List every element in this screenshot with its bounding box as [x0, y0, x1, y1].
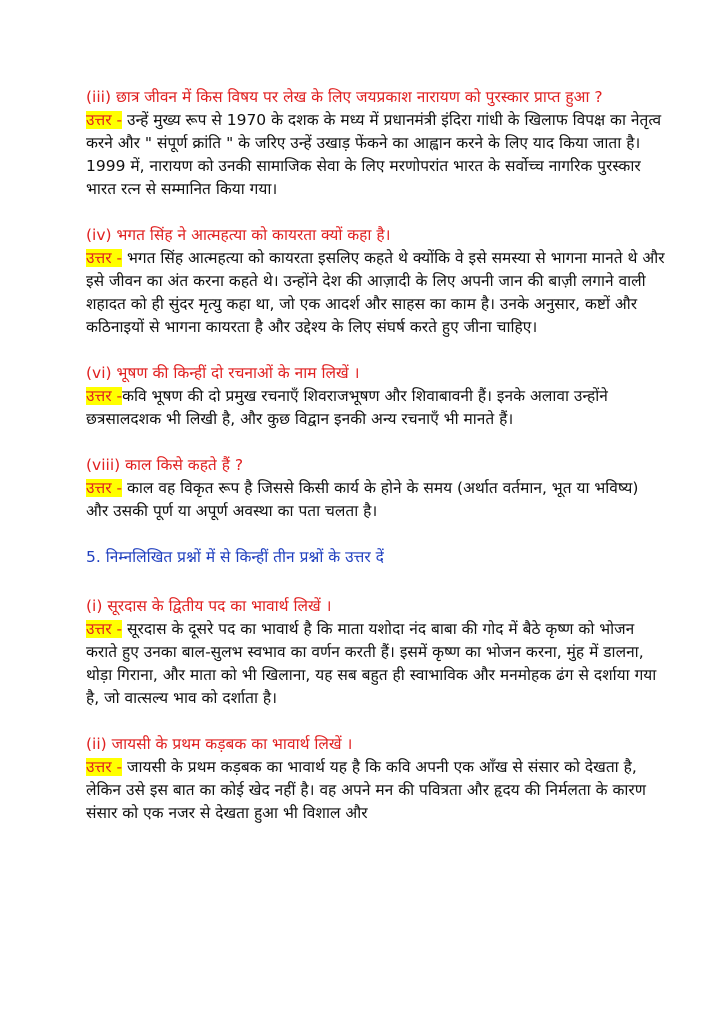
- qa-block-viii: [86, 454, 665, 523]
- answer-label: उत्तर -: [86, 479, 123, 497]
- answer-label: उत्तर -: [86, 387, 123, 405]
- qa-block-iii: [86, 86, 665, 201]
- question-viii: (viii) काल किसे कहते हैं ?: [86, 456, 244, 474]
- answer-label: उत्तर -: [86, 249, 123, 267]
- question-vi: (vi) भूषण की किन्हीं दो रचनाओं के नाम लिखें ।: [86, 364, 360, 382]
- answer-5-i: [86, 618, 665, 710]
- section-heading: 5. निम्नलिखित प्रश्नों में से किन्हीं तीन प्रश्नों के उत्तर दें: [86, 548, 384, 566]
- answer-text: काल वह विकृत रूप है जिससे किसी कार्य के होने के समय (अर्थात वर्तमान, भूत या भविष्य) और उसकी पूर्ण या अपूर्ण अवस्था का पता चलता है।: [86, 479, 639, 520]
- answer-vi: [86, 385, 665, 431]
- answer-text: उन्हें मुख्य रूप से 1970 के दशक के मध्य में प्रधानमंत्री इंदिरा गांधी के खिलाफ विपक्ष का नेतृत्व करने और " संपूर्ण क्रांति " के जरिए उन्हें उखाड़ फेंकने का आह्वान करने के लिए याद किया जाता है। 1999 में, नारायण को उनकी सामाजिक सेवा के लिए मरणोपरांत भारत के सर्वोच्च नागरिक पुरस्कार भारत रत्न से सम्मानित किया गया।: [86, 111, 662, 198]
- answer-iv: [86, 247, 665, 339]
- answer-5-ii: [86, 756, 665, 825]
- answer-viii: [86, 477, 665, 523]
- answer-label: उत्तर -: [86, 111, 123, 129]
- answer-label: उत्तर -: [86, 758, 123, 776]
- question-iii: (iii) छात्र जीवन में किस विषय पर लेख के लिए जयप्रकाश नारायण को पुरस्कार प्राप्त हुआ ?: [86, 88, 603, 106]
- qa-block-5-i: [86, 595, 665, 710]
- answer-label: उत्तर -: [86, 620, 123, 638]
- qa-block-vi: [86, 362, 665, 431]
- question-iv: (iv) भगत सिंह ने आत्महत्या को कायरता क्यों कहा है।: [86, 226, 391, 244]
- qa-block-5-ii: [86, 733, 665, 825]
- answer-text: भगत सिंह आत्महत्या को कायरता इसलिए कहते थे क्योंकि वे इसे समस्या से भागना मानते थे और इसे जीवन का अंत करना कहते थे। उन्होंने देश की आज़ादी के लिए अपनी जान की बाज़ी लगाने वाली शहादत को ही सुंदर मृत्यु कहा था, जो एक आदर्श और साहस का काम है। उनके अनुसार, कष्टों और कठिनाइयों से भागना कायरता है और उद्देश्य के लिए संघर्ष करते हुए जीना चाहिए।: [86, 249, 665, 336]
- answer-text: सूरदास के दूसरे पद का भावार्थ है कि माता यशोदा नंद बाबा की गोद में बैठे कृष्ण को भोजन कराते हुए उनका बाल-सुलभ स्वभाव का वर्णन करती हैं। इसमें कृष्ण का भोजन करना, मुंह में डालना, थोड़ा गिराना, और माता को भी खिलाना, यह सब बहुत ही स्वाभाविक और मनमोहक ढंग से दर्शाया गया है, जो वात्सल्य भाव को दर्शाता है।: [86, 620, 657, 707]
- question-5-i: (i) सूरदास के द्वितीय पद का भावार्थ लिखें ।: [86, 597, 332, 615]
- answer-text: जायसी के प्रथम कड़बक का भावार्थ यह है कि कवि अपनी एक आँख से संसार को देखता है, लेकिन उसे इस बात का कोई खेद नहीं है। वह अपने मन की पवित्रता और हृदय की निर्मलता के कारण संसार को एक नजर से देखता हुआ भी विशाल और: [86, 758, 646, 822]
- answer-text: कवि भूषण की दो प्रमुख रचनाएँ शिवराजभूषण और शिवाबावनी हैं। इनके अलावा उन्होंने छत्रसालदशक भी लिखी है, और कुछ विद्वान इनकी अन्य रचनाएँ भी मानते हैं।: [86, 387, 608, 428]
- qa-block-iv: [86, 224, 665, 339]
- question-5-ii: (ii) जायसी के प्रथम कड़बक का भावार्थ लिखें ।: [86, 735, 353, 753]
- answer-iii: [86, 109, 665, 201]
